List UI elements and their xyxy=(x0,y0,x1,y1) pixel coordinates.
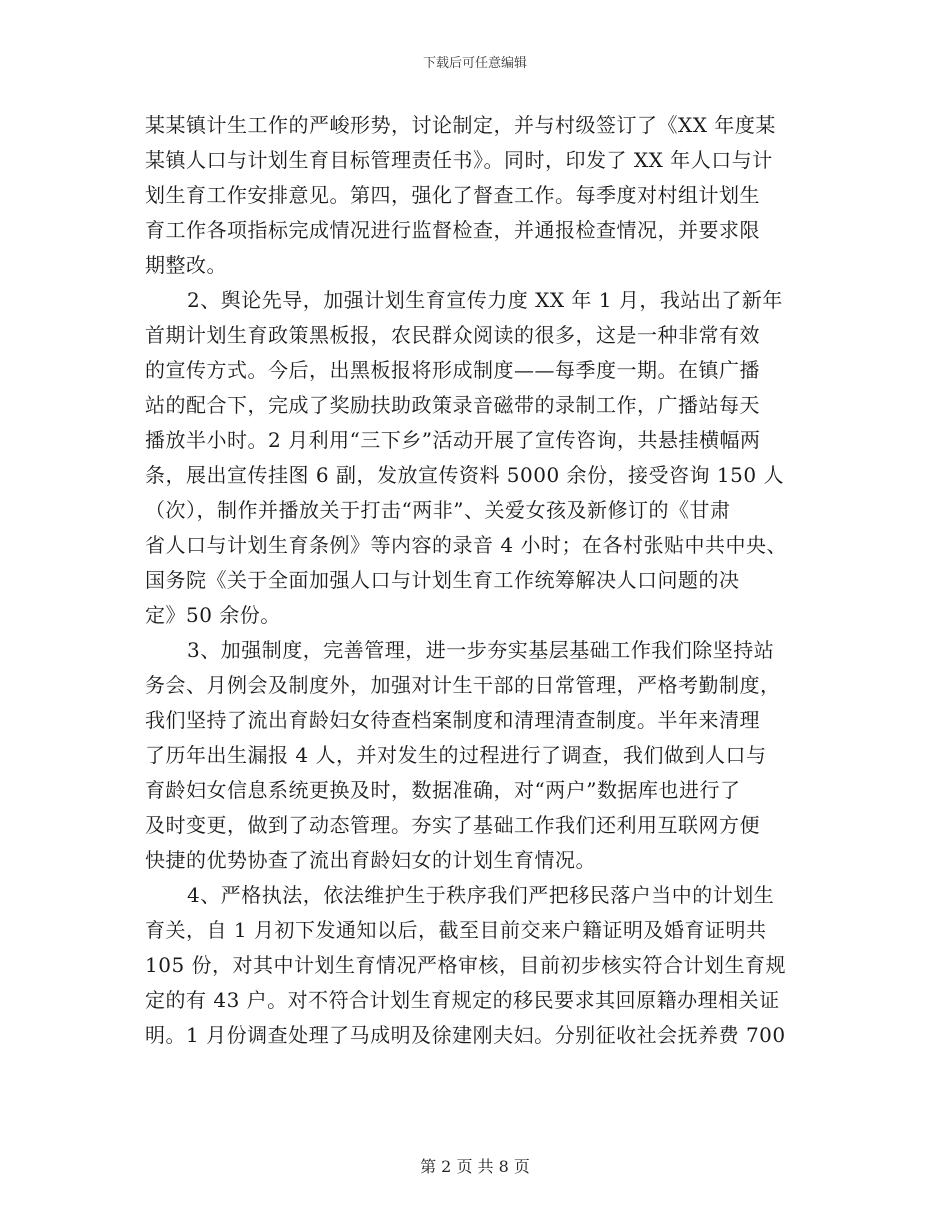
document-body xyxy=(145,108,805,1053)
text-line: 务会、月例会及制度外，加强对计生干部的日常管理，严格考勤制度， xyxy=(145,673,781,697)
page-number: 第 2 页 共 8 页 xyxy=(420,1157,530,1176)
text-line: 105 份，对其中计划生育情况严格审核，目前初步核实符合计划生育规 xyxy=(145,953,787,977)
text-line: 育工作各项指标完成情况进行监督检查，并通报检查情况，并要求限 xyxy=(145,218,760,242)
text-line: 我们坚持了流出育龄妇女待查档案制度和清理清查制度。半年来清理 xyxy=(145,708,760,732)
text-line: 了历年出生漏报 4 人，并对发生的过程进行了调查，我们做到人口与 xyxy=(145,743,767,767)
text-line: 省人口与计划生育条例》等内容的录音 4 小时；在各村张贴中共中央、 xyxy=(145,533,787,557)
text-line: 条，展出宣传挂图 6 副，发放宣传资料 5000 余份，接受咨询 150 人 xyxy=(145,463,784,487)
text-line: 的宣传方式。今后，出黑板报将形成制度——每季度一期。在镇广播 xyxy=(145,358,760,382)
page-header: 下载后可任意编辑 xyxy=(422,56,527,71)
text-line: 及时变更，做到了动态管理。夯实了基础工作我们还利用互联网方便 xyxy=(145,813,760,837)
text-line: 定》50 余份。 xyxy=(145,603,281,627)
text-line: 划生育工作安排意见。第四，强化了督查工作。每季度对村组计划生 xyxy=(145,183,760,207)
text-line: 育关，自 1 月初下发通知以后，截至目前交来户籍证明及婚育证明共 xyxy=(145,918,767,942)
text-line: 首期计划生育政策黑板报，农民群众阅读的很多，这是一种非常有效 xyxy=(145,323,760,347)
paragraph-start-line: 3、加强制度，完善管理，进一步夯实基层基础工作我们除坚持站 xyxy=(187,638,775,662)
text-line: 快捷的优势协查了流出育龄妇女的计划生育情况。 xyxy=(145,848,596,872)
text-line: 定的有 43 户。对不符合计划生育规定的移民要求其回原籍办理相关证 xyxy=(145,988,780,1012)
text-line: 某镇人口与计划生育目标管理责任书》。同时，印发了 XX 年人口与计 xyxy=(145,148,773,172)
text-line: （次），制作并播放关于打击“两非”、关爱女孩及新修订的《甘肃 xyxy=(145,498,731,522)
text-line: 站的配合下，完成了奖励扶助政策录音磁带的录制工作，广播站每天 xyxy=(145,393,760,417)
text-line: 国务院《关于全面加强人口与计划生育工作统筹解决人口问题的决 xyxy=(145,568,740,592)
text-line: 明。1 月份调查处理了马成明及徐建刚夫妇。分别征收社会抚养费 700 xyxy=(145,1023,786,1047)
text-line: 某某镇计生工作的严峻形势，讨论制定，并与村级签订了《XX 年度某 xyxy=(145,113,776,137)
paragraph-start-line: 2、舆论先导，加强计划生育宣传力度 XX 年 1 月，我站出了新年 xyxy=(187,288,783,312)
text-line: 播放半小时。2 月利用“三下乡”活动开展了宣传咨询，共悬挂横幅两 xyxy=(145,428,761,452)
text-line: 期整改。 xyxy=(145,253,227,277)
text-line: 育龄妇女信息系统更换及时，数据准确，对“两户”数据库也进行了 xyxy=(145,778,741,802)
paragraph-start-line: 4、严格执法，依法维护生于秩序我们严把移民落户当中的计划生 xyxy=(187,883,775,907)
